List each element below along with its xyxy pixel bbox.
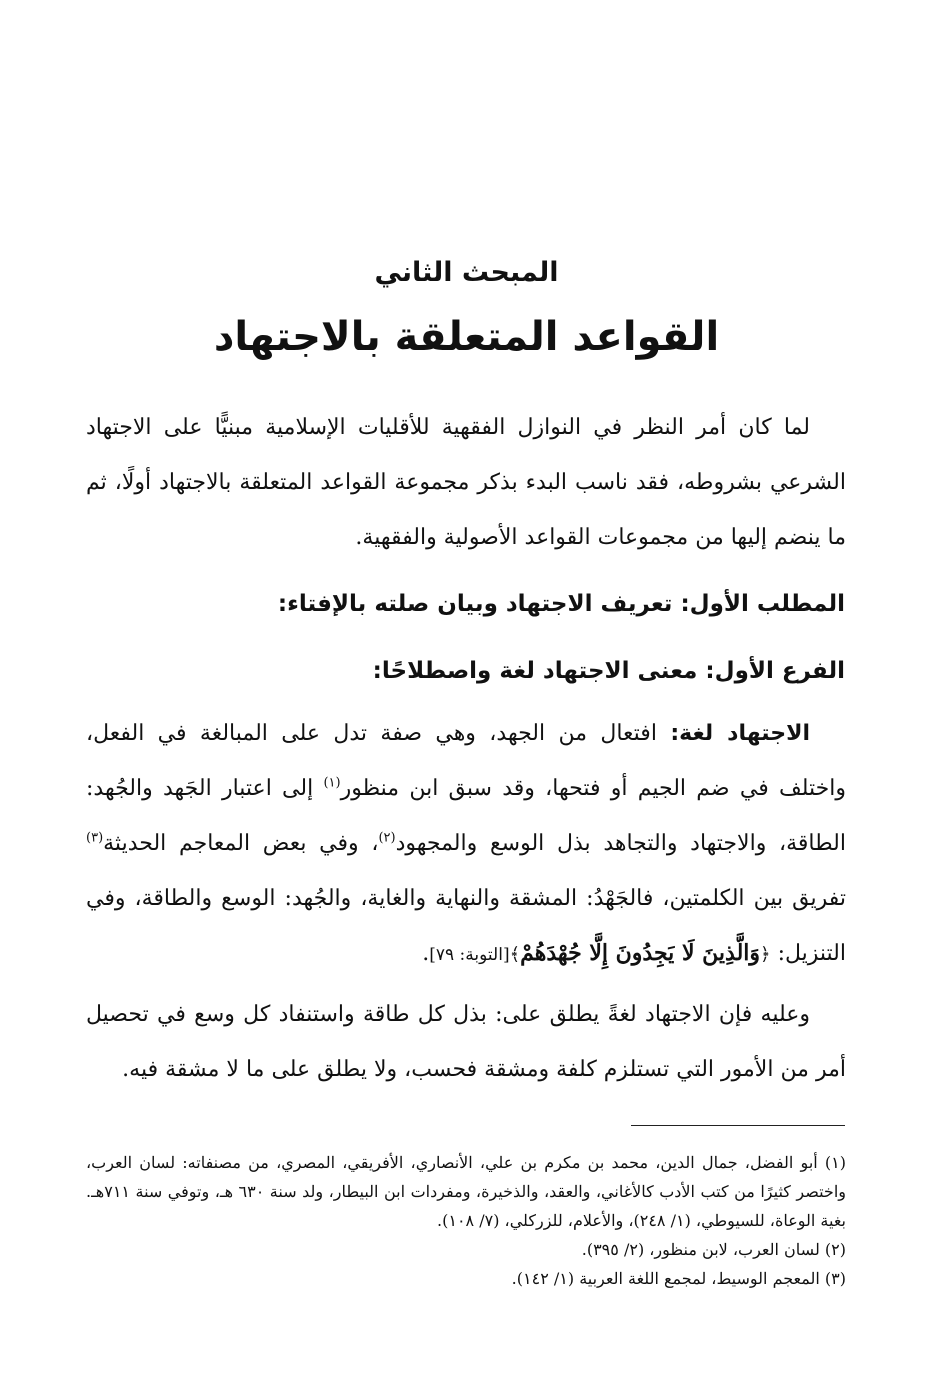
definition-text-2: إلى اعتبار الجَهد والجُهد: الطاقة، والاجتهاد والتجاهد بذل الوسع والمجهود [86,776,846,856]
definition-term: الاجتهاد لغة: [670,721,810,746]
footnote-ref-3[interactable]: (٣) [86,830,104,846]
definition-end: . [422,941,430,966]
footnote-2: (٢) لسان العرب، لابن منظور، (٢/ ٣٩٥). [581,1240,846,1259]
matlab-heading: المطلب الأول: تعريف الاجتهاد وبيان صلته بالإفتاء: [277,591,845,617]
footnote-ref-2[interactable]: (٢) [378,830,396,846]
footnote-1: (١) أبو الفضل، جمال الدين، محمد بن مكرم بن علي، الأنصاري، الأفريقي، المصري، من مصنفاته: لسان العرب، واختصر كثيرًا من كتب الأدب كالأغاني، والعقد، والذخيرة، ومفردات ابن البيطار، ولد سنة ٦٣٠ هـ، وتوفي سنة ٧١١هـ. بغية الوعاة، للسيوطي، (١/ ٢٤٨)، والأعلام، للزركلي، (٧/ ١٠٨). [86,1153,846,1230]
quran-verse: وَالَّذِينَ لَا يَجِدُونَ إِلَّا جُهْدَهُمْ [520,940,761,966]
far-heading: الفرع الأول: معنى الاجتهاد لغة واصطلاحًا: [372,658,845,684]
quran-bracket-close: ﴾ [509,944,521,965]
definition-paragraph [86,706,846,983]
footnote-ref-1[interactable]: (١) [323,775,341,791]
footnotes [86,1148,846,1293]
section-label: المبحث الثاني [374,257,559,288]
intro-paragraph: لما كان أمر النظر في النوازل الفقهية للأقليات الإسلامية مبنيًّا على الاجتهاد الشرعي بشروطه، فقد ناسب البدء بذكر مجموعة القواعد المتعلقة بالاجتهاد أولًا، ثم ما ينضم إليها من مجموعات القواعد الأصولية والفقهية. [86,415,846,550]
definition-text-3: ، وفي بعض المعاجم الحديثة [103,831,379,856]
chapter-title: القواعد المتعلقة بالاجتهاد [213,314,720,360]
definition-text-1: افتعال من الجهد، وهي صفة تدل على المبالغة في الفعل، واختلف في ضم الجيم أو فتحها، وقد سبق ابن منظور [86,721,846,801]
quran-reference: [التوبة: ٧٩] [429,945,510,965]
conclusion-paragraph: وعليه فإن الاجتهاد لغةً يطلق على: بذل كل طاقة واستنفاد كل وسع في تحصيل أمر من الأمور التي تستلزم كلفة ومشقة فحسب، ولا يطلق على ما لا مشقة فيه. [86,1002,846,1082]
definition-text-4: تفريق بين الكلمتين، فالجَهْدُ: المشقة والنهاية والغاية، والجُهد: الوسع والطاقة، وفي التنزيل: [86,886,846,966]
footnote-separator [631,1125,845,1126]
footnote-3: (٣) المعجم الوسيط، لمجمع اللغة العربية (١/ ١٤٢). [511,1269,846,1288]
quran-bracket-open: ﴿ [760,944,771,965]
